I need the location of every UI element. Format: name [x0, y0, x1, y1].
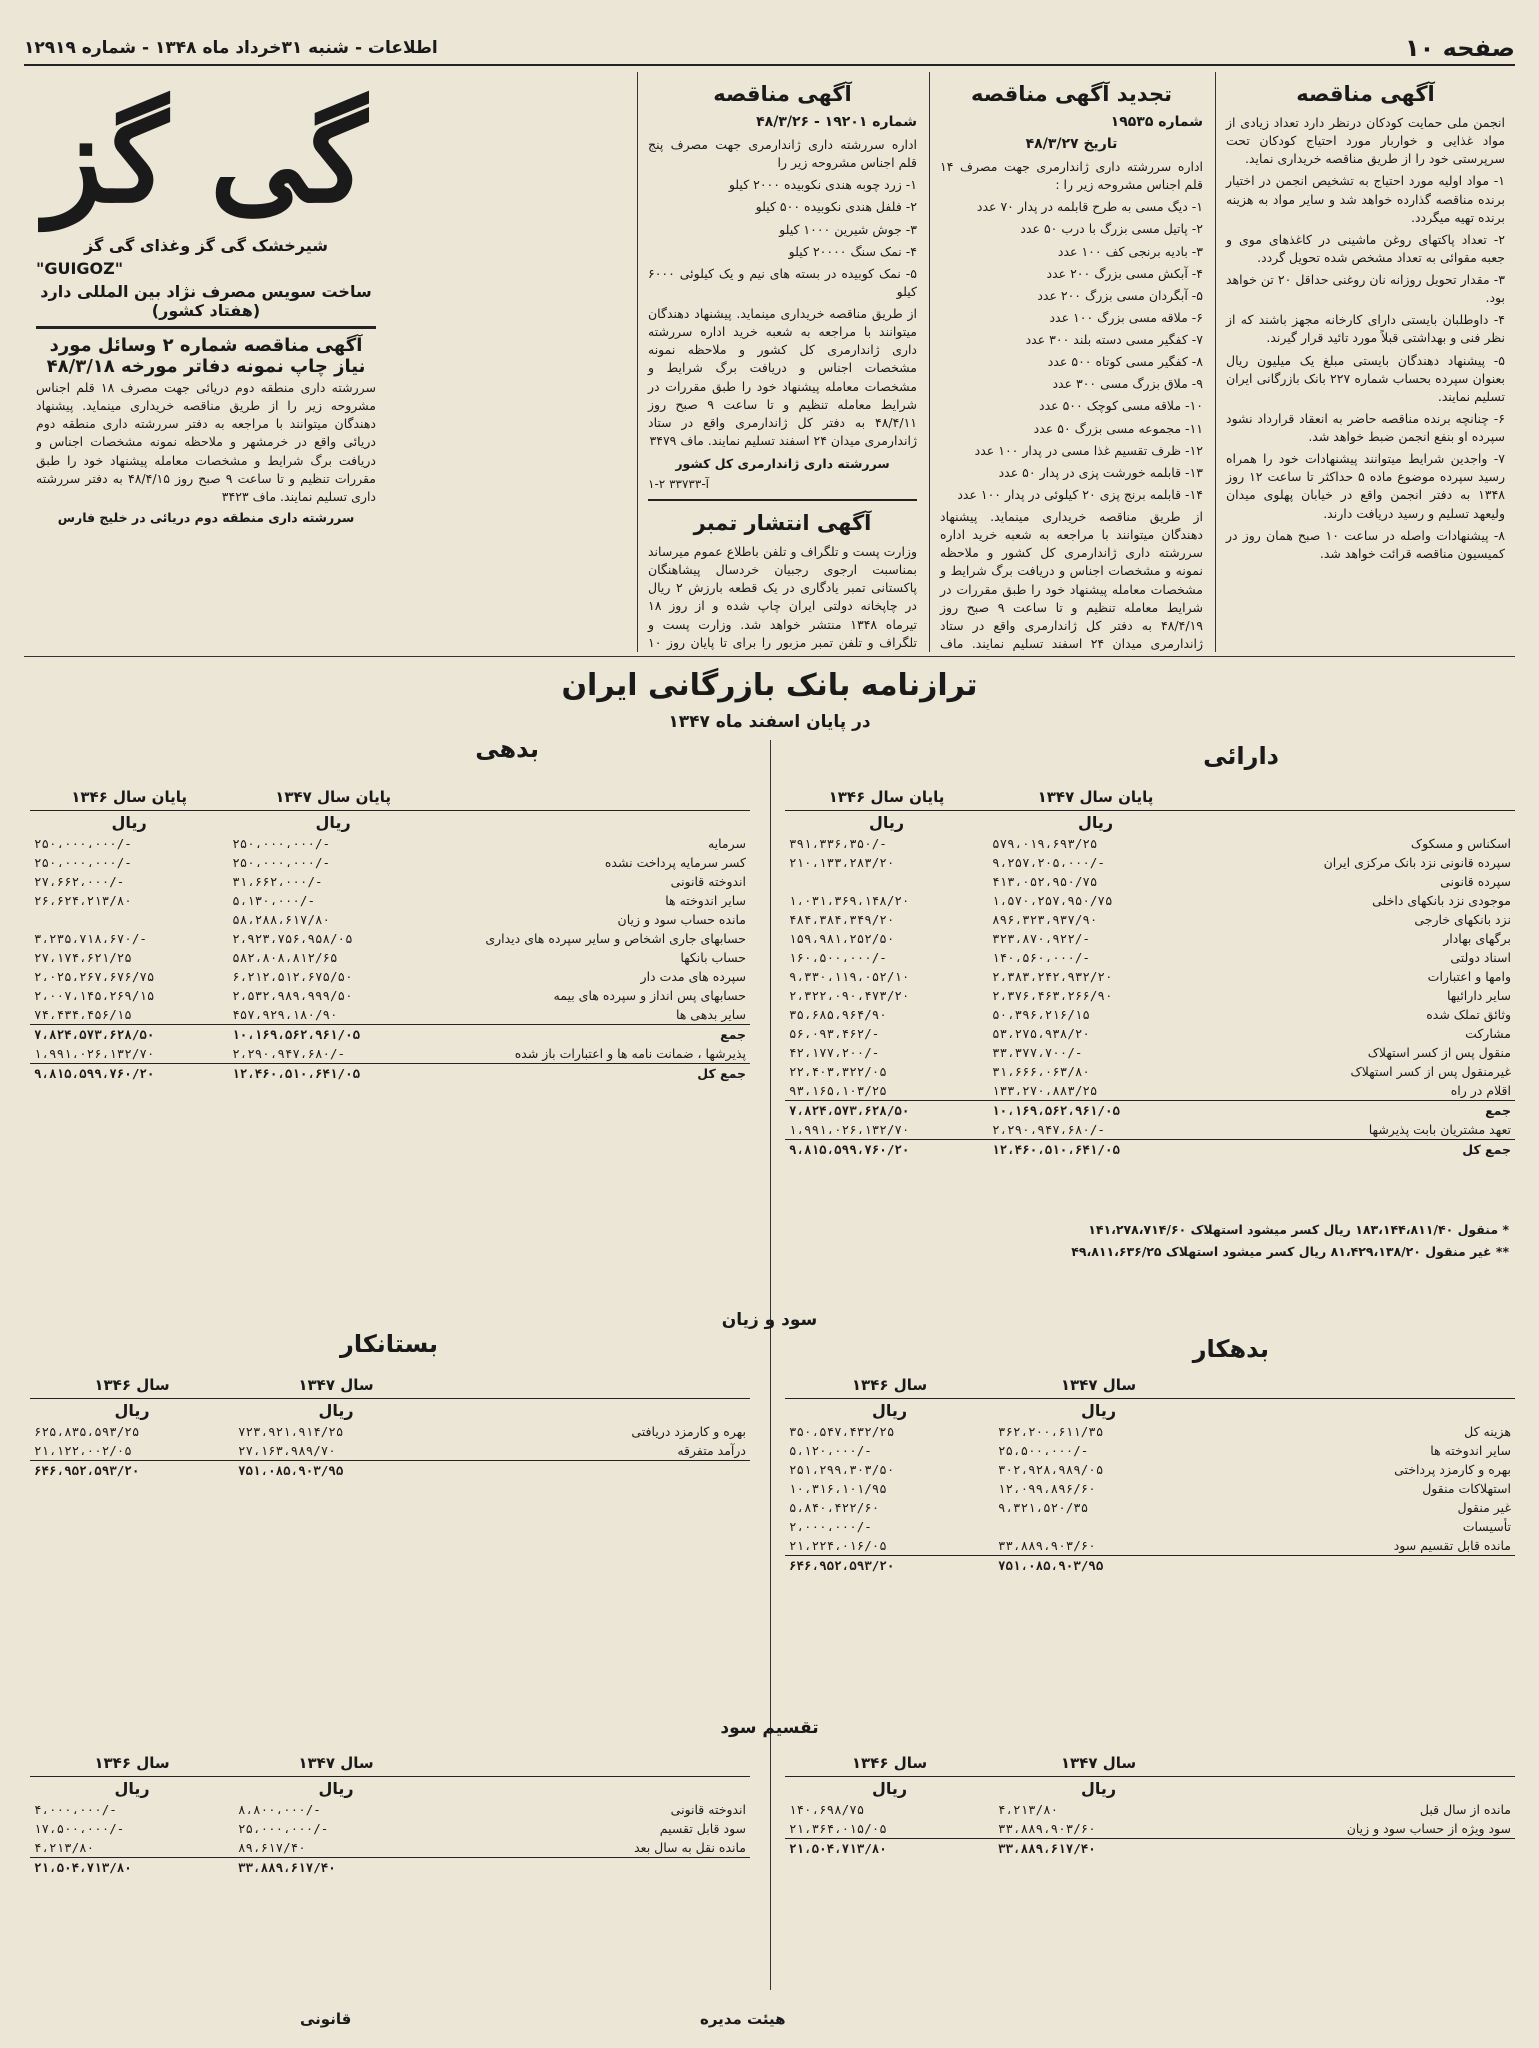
- table-row: حساب بانکها ۵۸۲،۸۰۸،۸۱۲/۶۵ ۲۷،۱۷۴،۶۲۱/۲۵: [34, 950, 746, 965]
- ad-item: ۹- ملاق بزرگ مسی ۳۰۰ عدد: [1052, 376, 1203, 392]
- table-row: حسابهای جاری اشخاص و سایر سپرده های دیداری ۲،۹۲۳،۷۵۶،۹۵۸/۰۵ ۳،۲۳۵،۷۱۸،۶۷۰/-: [34, 931, 746, 946]
- total-row: ۳۳،۸۸۹،۶۱۷/۴۰ ۲۱،۵۰۴،۷۱۳/۸۰: [785, 1839, 1515, 1859]
- table-row: مانده حساب سود و زیان ۵۸،۲۸۸،۶۱۷/۸۰: [232, 912, 746, 927]
- grand-total-row: جمع کل ۱۲،۴۶۰،۵۱۰،۶۴۱/۰۵ ۹،۸۱۵،۵۹۹،۷۶۰/۲۰: [30, 1064, 750, 1084]
- ad-item: ۷- کفگیر مسی دسته بلند ۳۰۰ عدد: [1025, 332, 1203, 347]
- distribution-title: تقسیم سود: [720, 1718, 819, 1738]
- guigoz-tagline: شیرخشک گی گز وغذای گی گز: [83, 236, 329, 255]
- assets-table: [785, 784, 1515, 1159]
- year-header: سال ۱۳۴۶: [30, 1372, 234, 1399]
- currency-label: ریال: [111, 813, 147, 832]
- guigoz-origin: ساخت سویس مصرف نژاد بین المللی دارد (هفتاد کشور): [40, 282, 372, 320]
- table-row: پذیرشها ، ضمانت نامه ها و اعتبارات باز شده ۲،۲۹۰،۹۴۷،۶۸۰/- ۱،۹۹۱،۰۲۶،۱۳۲/۷۰: [34, 1046, 746, 1061]
- ad-title: تجدید آگهی مناقصه: [971, 82, 1172, 106]
- ad-intro: اداره سررشته داری ژاندارمری جهت مصرف ۱۴ قلم اجناس مشروحه زیر را :: [940, 159, 1203, 193]
- divider: [36, 326, 376, 329]
- ad-paragraph: ۷- واجدین شرایط میتوانند پیشنهادات خود را همراه رسید سپرده موضوع ماده ۵ حداکثر تا ساعت ۱۲ روز ۱۳۴۸ به دفتر انجمن واقع در خیابان پهلوی میدان ولیعهد تسلیم و رسید دریافت دارند.: [1226, 451, 1505, 521]
- ad-signature: سررشته داری منطقه دوم دریائی در خلیج فارس: [57, 509, 355, 525]
- liabilities-heading: بدهی: [475, 735, 539, 763]
- year-header: سال ۱۳۴۶: [30, 1750, 234, 1777]
- table-row: غیرمنقول پس از کسر استهلاک ۳۱،۶۶۶،۰۶۳/۸۰ ۲۲،۴۰۳،۳۲۲/۰۵: [789, 1064, 1511, 1079]
- currency-label: ریال: [1080, 1401, 1117, 1420]
- table-row: سایر اندوخته ها ۲۵،۵۰۰،۰۰۰/- ۵،۱۲۰،۰۰۰/-: [789, 1443, 1511, 1458]
- ad-signature: سررشته داری ژاندارمری کل کشور: [675, 456, 890, 471]
- ad-number: شماره ۱۹۲۰۱ - ۴۸/۳/۲۶: [756, 114, 917, 130]
- table-row: وثائق تملک شده ۵۰،۳۹۶،۲۱۶/۱۵ ۳۵،۶۸۵،۹۶۴/۹۰: [789, 1007, 1511, 1022]
- ad-body: از طریق مناقصه خریداری مینماید. پیشنهاد دهندگان میتوانند با مراجعه به شعبه خرید اداره سررشته داری ژاندارمری کل کشور و ملاحظه نمونه و مشخصات اجناس و دریافت برگ شرایط و مشخصات معامله پیشنهاد خود را طبق مقررات در شرایط معامله تنظیم و تا ساعت ۹ صبح روز ۴۸/۴/۱۹ به دفتر کل ژاندارمری واقع در ستاد ژاندارمری میدان ۲۴ اسفند تسلیم نمایند. ماف: [940, 509, 1203, 651]
- ad-item: ۳- جوش شیرین ۱۰۰۰ کیلو: [779, 221, 917, 237]
- footnote: ** غیر منقول ۸۱،۴۲۹،۱۳۸/۲۰ ریال کسر میشود استهلاک ۴۹،۸۱۱،۶۳۶/۲۵: [1071, 1244, 1509, 1259]
- renewed-tender-ad: [929, 72, 1213, 652]
- ad-title: آگهی انتشار تمبر: [693, 511, 872, 535]
- stamp-ad: [648, 499, 917, 652]
- year-header: سال ۱۳۴۷: [234, 1372, 438, 1399]
- ad-item: ۲- فلفل هندی نکوبیده ۵۰۰ کیلو: [755, 199, 917, 215]
- year-header: پایان سال ۱۳۴۷: [228, 784, 438, 811]
- ad-codes: آ-۳۳۷۳۳ ۲-۱: [648, 477, 709, 491]
- currency-label: ریال: [114, 1779, 150, 1798]
- total-row: جمع ۱۰،۱۶۹،۵۶۲،۹۶۱/۰۵ ۷،۸۲۴،۵۷۳،۶۲۸/۵۰: [30, 1025, 750, 1045]
- currency-label: ریال: [114, 1401, 150, 1420]
- ad-paragraph: ۳- مقدار تحویل روزانه نان روغنی حداقل ۲۰ تن خواهد بود.: [1226, 272, 1505, 306]
- table-row: کسر سرمایه پرداخت نشده ۲۵۰،۰۰۰،۰۰۰/- ۲۵۰،۰۰۰،۰۰۰/-: [34, 855, 746, 870]
- table-row: تأسیسات ۲،۰۰۰،۰۰۰/-: [789, 1519, 1511, 1534]
- table-row: بهره و کارمزد پرداختی ۳۰۲،۹۲۸،۹۸۹/۰۵ ۲۵۱،۲۹۹،۳۰۳/۵۰: [789, 1462, 1511, 1477]
- pl-title: سود و زیان: [721, 1310, 818, 1330]
- currency-label: ریال: [871, 1779, 908, 1798]
- ad-paragraph: ۲- تعداد پاکتهای روغن ماشینی در کاغذهای موی و جعبه مقوائی به تعداد مشخص شده تحویل گردد.: [1226, 231, 1505, 265]
- ad-item: ۱۳- قابلمه خورشت پزی در پدار ۵۰ عدد: [998, 464, 1203, 480]
- table-row: سرمایه ۲۵۰،۰۰۰،۰۰۰/- ۲۵۰،۰۰۰،۰۰۰/-: [34, 836, 746, 851]
- guigoz-logo: گی گز: [44, 89, 368, 230]
- year-header: پایان سال ۱۳۴۷: [988, 784, 1203, 811]
- table-row: منقول پس از کسر استهلاک ۳۳،۳۷۷،۷۰۰/- ۴۲،۱۷۷،۲۰۰/-: [789, 1045, 1511, 1060]
- table-row: حسابهای پس انداز و سپرده های بیمه ۲،۵۳۲،۹۸۹،۹۹۹/۵۰ ۲،۰۰۷،۱۴۵،۲۶۹/۱۵: [34, 988, 746, 1003]
- ad-item: ۱- دیگ مسی به طرح قابلمه در پدار ۷۰ عدد: [976, 199, 1203, 215]
- ad-item: ۱۰- ملاقه مسی کوچک ۵۰۰ عدد: [1039, 398, 1203, 414]
- year-header: سال ۱۳۴۷: [234, 1750, 438, 1777]
- currency-label: ریال: [871, 1401, 908, 1420]
- table-row: سایر اندوخته ها ۵،۱۳۰،۰۰۰/- ۲۶،۶۲۴،۲۱۳/۸۰: [34, 893, 746, 908]
- table-row: اندوخته قانونی ۳۱،۶۶۲،۰۰۰/- ۲۷،۶۶۲،۰۰۰/-: [34, 874, 746, 889]
- total-row: ۷۵۱،۰۸۵،۹۰۳/۹۵ ۶۴۶،۹۵۲،۵۹۳/۲۰: [30, 1461, 750, 1481]
- ad-item: ۱۴- قابلمه برنج پزی ۲۰ کیلوئی در پدار ۱۰۰ عدد: [957, 486, 1203, 502]
- ad-item: ۸- کفگیر مسی کوتاه ۵۰۰ عدد: [1047, 354, 1203, 370]
- currency-label: ریال: [1077, 813, 1114, 832]
- tender-ad-children: [1215, 72, 1515, 652]
- table-row: اسکناس و مسکوک ۵۷۹،۰۱۹،۶۹۳/۲۵ ۳۹۱،۳۳۶،۳۵۰/-: [789, 836, 1511, 851]
- distribution-right-table: [785, 1750, 1515, 1858]
- table-row: سایر دارائیها ۲،۳۷۶،۴۶۳،۲۶۶/۹۰ ۲،۳۲۲،۰۹۰،۴۷۳/۲۰: [789, 988, 1511, 1003]
- ad-item: ۲- پاتیل مسی بزرگ با درب ۵۰ عدد: [1020, 221, 1203, 237]
- assets-heading: دارائی: [1203, 742, 1279, 770]
- center-rule: [770, 740, 771, 1990]
- ad-item: ۴- آبکش مسی بزرگ ۲۰۰ عدد: [1046, 265, 1203, 281]
- ad-item: ۳- بادیه برنجی کف ۱۰۰ عدد: [1057, 243, 1203, 259]
- table-row: سایر بدهی ها ۴۵۷،۹۲۹،۱۸۰/۹۰ ۷۴،۴۳۴،۴۵۶/۱۵: [34, 1007, 746, 1022]
- year-header: پایان سال ۱۳۴۶: [785, 784, 988, 811]
- ad-item: ۵- نمک کوبیده در بسته های نیم و یک کیلوئی ۶۰۰۰ کیلو: [648, 265, 917, 299]
- table-row: تعهد مشتریان بابت پذیرشها ۲،۲۹۰،۹۴۷،۶۸۰/- ۱،۹۹۱،۰۲۶،۱۳۲/۷۰: [789, 1122, 1511, 1137]
- credit-heading: بستانکار: [340, 1330, 439, 1358]
- pl-debit-table: [785, 1372, 1515, 1575]
- table-row: اسناد دولتی ۱۴۰،۵۶۰،۰۰۰/- ۱۶۰،۵۰۰،۰۰۰/-: [789, 950, 1511, 965]
- total-row: ۷۵۱،۰۸۵،۹۰۳/۹۵ ۶۴۶،۹۵۲،۵۹۳/۲۰: [785, 1556, 1515, 1576]
- ad-paragraph: ۶- چنانچه برنده مناقصه حاضر به انعقاد قرارداد نشود سپرده او بنفع انجمن ضبط خواهد شد.: [1226, 410, 1505, 444]
- page-number: صفحه ۱۰: [1405, 34, 1515, 62]
- guigoz-ad: [26, 72, 386, 652]
- table-row: موجودی نزد بانکهای داخلی ۱،۵۷۰،۲۵۷،۹۵۰/۷۵ ۱،۰۳۱،۳۶۹،۱۴۸/۲۰: [789, 893, 1511, 908]
- table-row: بهره و کارمزد دریافتی ۷۲۳،۹۲۱،۹۱۴/۲۵ ۶۲۵،۸۳۵،۵۹۳/۲۵: [34, 1424, 746, 1439]
- year-header: پایان سال ۱۳۴۶: [30, 784, 228, 811]
- page-footer: [0, 2010, 1539, 2034]
- liabilities-table: [30, 784, 750, 1083]
- ad-date: تاریخ ۴۸/۳/۲۷: [1025, 136, 1118, 152]
- ad-intro: اداره سررشته داری ژاندارمری جهت مصرف پنج قلم اجناس مشروحه زیر را: [648, 137, 917, 171]
- ad-paragraph: ۸- پیشنهادات واصله در ساعت ۱۰ صبح همان روز در کمیسیون مناقصه قرائت خواهد شد.: [1226, 527, 1505, 561]
- debit-heading: بدهکار: [1192, 1335, 1269, 1363]
- footnote: * منقول ۱۸۳،۱۴۴،۸۱۱/۴۰ ریال کسر میشود استهلاک ۱۴۱،۲۷۸،۷۱۴/۶۰: [1088, 1222, 1509, 1237]
- table-row: استهلاکات منقول ۱۲،۰۹۹،۸۹۶/۶۰ ۱۰،۳۱۶،۱۰۱/۹۵: [789, 1481, 1511, 1496]
- table-row: نزد بانکهای خارجی ۸۹۶،۳۲۳،۹۳۷/۹۰ ۴۸۴،۳۸۴،۳۴۹/۲۰: [789, 912, 1511, 927]
- table-row: مانده قابل تقسیم سود ۳۳،۸۸۹،۹۰۳/۶۰ ۲۱،۲۲۴،۰۱۶/۰۵: [789, 1538, 1511, 1553]
- ad-paragraph: ۵- پیشنهاد دهندگان بایستی مبلغ یک میلیون ریال بعنوان سپرده بحساب شماره ۲۲۷ بانک بازرگانی ایران تسلیم نمایند.: [1226, 352, 1505, 404]
- ad-paragraph: انجمن ملی حمایت کودکان درنظر دارد تعداد زیادی از مواد غذایی و خواربار مورد احتیاج کودکان تحت سرپرستی خود را از طریق مناقصه خریداری نماید.: [1226, 115, 1505, 167]
- year-header: سال ۱۳۴۷: [994, 1372, 1203, 1399]
- year-header: سال ۱۳۴۶: [785, 1750, 994, 1777]
- table-row: سپرده قانونی نزد بانک مرکزی ایران ۹،۲۵۷،۲۰۵،۰۰۰/- ۲۱۰،۱۳۳،۲۸۳/۲۰: [789, 855, 1511, 870]
- currency-label: ریال: [318, 1779, 354, 1798]
- grand-total-row: جمع کل ۱۲،۴۶۰،۵۱۰،۶۴۱/۰۵ ۹،۸۱۵،۵۹۹،۷۶۰/۲۰: [785, 1140, 1515, 1160]
- board-signature: هیئت مدیره: [700, 2010, 786, 2028]
- table-row: مانده از سال قبل ۴،۲۱۳/۸۰ ۱۴۰،۶۹۸/۷۵: [789, 1802, 1511, 1817]
- currency-label: ریال: [1080, 1779, 1117, 1798]
- ad-title: آگهی مناقصه شماره ۲ وسائل مورد نیاز چاپ نمونه دفاتر مورخه ۴۸/۳/۱۸: [46, 335, 366, 377]
- ad-item: ۱- زرد چوبه هندی نکوبیده ۲۰۰۰ کیلو: [728, 177, 917, 193]
- auditor-signature: قانونی: [300, 2010, 352, 2028]
- page-header: [24, 34, 1515, 66]
- table-row: وامها و اعتبارات ۲،۳۸۳،۲۴۲،۹۳۲/۲۰ ۹،۳۳۰،۱۱۹،۰۵۲/۱۰: [789, 969, 1511, 984]
- ad-item: ۴- نمک سنگ ۲۰۰۰۰ کیلو: [788, 243, 917, 259]
- ad-body: از طریق مناقصه خریداری مینماید. پیشنهاد دهندگان میتوانند با مراجعه به شعبه خرید اداره سررشته داری ژاندارمری کل کشور و ملاحظه نمونه مشخصات اجناس و دریافت برگ شرایط و مشخصات معامله پیشنهاد خود را طبق مقررات در شرایط معامله تنظیم و تا ساعت ۹ صبح روز ۴۸/۴/۱۱ به دفتر کل ژاندارمری واقع در ستاد ژاندارمری میدان ۲۴ اسفند تسلیم نمایند. ماف ۳۴۷۹: [648, 306, 917, 448]
- ad-number: شماره ۱۹۵۳۵: [1110, 114, 1203, 130]
- table-row: مشارکت ۵۳،۲۷۵،۹۳۸/۲۰ ۵۶،۰۹۳،۴۶۲/-: [789, 1026, 1511, 1041]
- ad-paragraph: ۱- مواد اولیه مورد احتیاج به تشخیص انجمن در اختیار برنده مناقصه گذارده خواهد شد و سایر مواد به هزینه برنده تهیه میگردد.: [1226, 173, 1505, 225]
- distribution-left-table: [30, 1750, 750, 1877]
- table-row: مانده نقل به سال بعد ۸۹،۶۱۷/۴۰ ۴،۲۱۳/۸۰: [34, 1840, 746, 1855]
- table-row: اندوخته قانونی ۸،۸۰۰،۰۰۰/- ۴،۰۰۰،۰۰۰/-: [34, 1802, 746, 1817]
- balance-sheet-title: ترازنامه بانک بازرگانی ایران: [561, 668, 978, 703]
- table-row: برگهای بهادار ۳۲۳،۸۷۰،۹۲۲/- ۱۵۹،۹۸۱،۲۵۲/۵۰: [789, 931, 1511, 946]
- table-row: سپرده قانونی ۴۱۳،۰۵۲،۹۵۰/۷۵: [992, 874, 1511, 889]
- ad-title: آگهی مناقصه: [1296, 82, 1435, 106]
- ad-body: وزارت پست و تلگراف و تلفن باطلاع عموم میرساند بمناسبت ارجوی رجبیان خردسال پیشاهنگان پاکستانی تمبر یادگاری در یک قطعه بارزش ۲ ریال در چاپخانه دولتی ایران چاپ شده و از روز ۱۸ تیرماه ۱۳۴۸ منتشر خواهد شد. وزارت پست و تلگراف و تلفن تمبر مزبور را برای تا پایان روز ۱۰: [648, 544, 917, 650]
- table-row: غیر منقول ۹،۳۲۱،۵۲۰/۳۵ ۵،۸۴۰،۴۲۲/۶۰: [789, 1500, 1511, 1515]
- ad-item: ۵- آبگردان مسی بزرگ ۲۰۰ عدد: [1037, 287, 1203, 303]
- year-header: سال ۱۳۴۶: [785, 1372, 994, 1399]
- table-row: هزینه کل ۳۶۲،۲۰۰،۶۱۱/۳۵ ۳۵۰،۵۴۷،۴۳۲/۲۵: [789, 1424, 1511, 1439]
- ad-item: ۱۲- ظرف تقسیم غذا مسی در پدار ۱۰۰ عدد: [974, 442, 1203, 458]
- currency-label: ریال: [868, 813, 905, 832]
- table-row: سود ویژه از حساب سود و زیان ۳۳،۸۸۹،۹۰۳/۶۰ ۲۱،۳۶۴،۰۱۵/۰۵: [789, 1821, 1511, 1836]
- table-row: سود قابل تقسیم ۲۵،۰۰۰،۰۰۰/- ۱۷،۵۰۰،۰۰۰/-: [34, 1821, 746, 1836]
- table-row: سپرده های مدت دار ۶،۲۱۲،۵۱۲،۶۷۵/۵۰ ۲،۰۲۵،۲۶۷،۶۷۶/۷۵: [34, 969, 746, 984]
- ad-item: ۱۱- مجموعه مسی بزرگ ۵۰ عدد: [1033, 420, 1203, 436]
- naval-tender-ad: [36, 335, 376, 525]
- total-row: ۳۳،۸۸۹،۶۱۷/۴۰ ۲۱،۵۰۴،۷۱۳/۸۰: [30, 1858, 750, 1878]
- ad-body: سررشته داری منطقه دوم دریائی جهت مصرف ۱۸ قلم اجناس مشروحه زیر را از طریق مناقصه خریداری مینماید. پیشنهاد دهندگان میتوانند با مراجعه به دفتر سررشته داری منطقه دوم دریائی واقع در خرمشهر و ملاحظه نمونه مشخصات اجناس و دریافت برگ شرایط و مشخصات معامله پیشنهاد خود را طبق مقررات تنظیم و تا ساعت ۹ صبح روز ۴۸/۴/۱۵ به دفتر سررشته داری تسلیم نمایند. ماف ۳۴۲۳: [36, 380, 377, 504]
- currency-label: ریال: [318, 1401, 354, 1420]
- guigoz-latin: "GUIGOZ": [36, 259, 124, 278]
- issue-meta: اطلاعات - شنبه ۳۱خرداد ماه ۱۳۴۸ - شماره ۱۲۹۱۹: [24, 38, 438, 58]
- ad-item: ۶- ملاقه مسی بزرگ ۱۰۰ عدد: [1049, 309, 1203, 325]
- ad-title: آگهی مناقصه: [713, 82, 852, 106]
- currency-label: ریال: [315, 813, 351, 832]
- total-row: جمع ۱۰،۱۶۹،۵۶۲،۹۶۱/۰۵ ۷،۸۲۴،۵۷۳،۶۲۸/۵۰: [785, 1101, 1515, 1121]
- table-row: اقلام در راه ۱۳۳،۲۷۰،۸۸۳/۲۵ ۹۳،۱۶۵،۱۰۳/۲۵: [789, 1083, 1511, 1098]
- year-header: سال ۱۳۴۷: [994, 1750, 1203, 1777]
- ad-paragraph: ۴- داوطلبان بایستی دارای کارخانه مجهز باشند که از نظر فنی و بهداشتی قبلاً مورد تائید قرار گیرند.: [1226, 312, 1505, 346]
- balance-sheet-subtitle: در پایان اسفند ماه ۱۳۴۷: [668, 712, 871, 732]
- pl-credit-table: [30, 1372, 750, 1480]
- section-divider: [24, 656, 1515, 657]
- tender-ad-gendarmerie: [637, 72, 927, 652]
- table-row: درآمد متفرقه ۲۷،۱۶۳،۹۸۹/۷۰ ۲۱،۱۲۲،۰۰۲/۰۵: [34, 1443, 746, 1458]
